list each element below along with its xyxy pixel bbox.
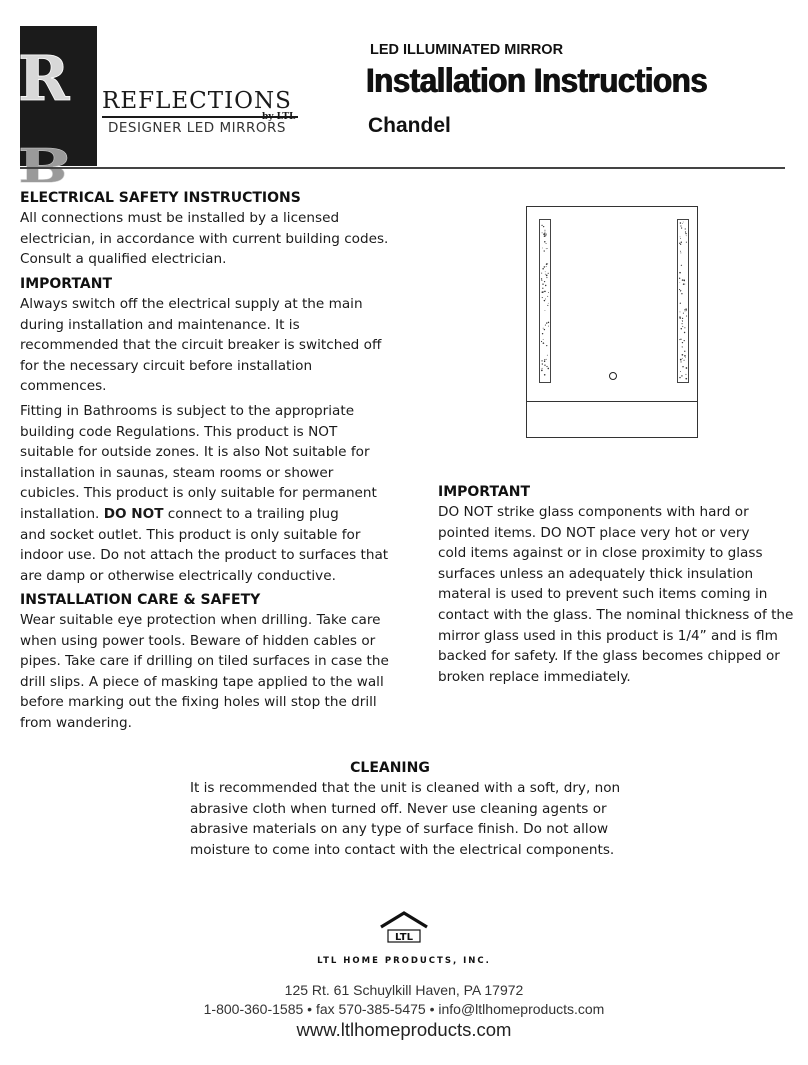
led-sparkle-dot — [545, 235, 546, 236]
text-line: abrasive materials on any type of surface finish. Do not allow — [190, 821, 609, 838]
text-line: materal is used to prevent such items coming in — [438, 586, 768, 603]
led-sparkle-pattern — [540, 220, 550, 382]
led-sparkle-dot — [542, 297, 543, 298]
led-sparkle-dot — [684, 351, 685, 352]
important-text-left — [20, 294, 381, 397]
led-sparkle-dot — [681, 227, 682, 228]
led-sparkle-dot — [682, 279, 683, 280]
led-sparkle-dot — [544, 329, 545, 330]
important-heading-right: IMPORTANT — [438, 484, 531, 500]
led-sparkle-dot — [542, 283, 543, 284]
led-sparkle-dot — [683, 283, 685, 285]
led-sparkle-dot — [541, 280, 542, 281]
text-line: Always switch off the electrical supply at the main — [20, 296, 363, 312]
led-sparkle-dot — [680, 225, 681, 226]
led-sparkle-dot — [680, 252, 681, 253]
led-sparkle-dot — [683, 313, 684, 314]
led-sparkle-dot — [546, 234, 547, 235]
led-sparkle-dot — [682, 321, 683, 322]
led-sparkle-dot — [543, 342, 545, 344]
led-sparkle-dot — [680, 339, 681, 340]
text-line: electrician, in accordance with current building codes. — [20, 230, 389, 247]
led-sparkle-dot — [543, 328, 544, 329]
led-sparkle-dot — [686, 367, 688, 369]
led-strip-left — [539, 219, 551, 383]
text-run: connect to a trailing plug — [163, 505, 339, 522]
led-sparkle-dot — [542, 291, 544, 293]
led-sparkle-dot — [681, 375, 682, 376]
led-sparkle-dot — [545, 299, 546, 300]
company-address: 125 Rt. 61 Schuylkill Haven, PA 17972 — [284, 982, 524, 998]
led-sparkle-dot — [546, 243, 547, 244]
led-sparkle-dot — [684, 309, 685, 310]
text-line: from wandering. — [20, 714, 132, 731]
led-sparkle-dot — [546, 263, 548, 265]
text-line: abrasive cloth when turned off. Never use cleaning agents or — [190, 800, 607, 817]
led-sparkle-dot — [680, 318, 681, 319]
text-line: DO NOT strike glass components with hard or — [438, 504, 749, 520]
brand-name — [102, 88, 292, 114]
led-sparkle-dot — [680, 238, 681, 239]
led-sparkle-dot — [680, 359, 682, 361]
header-divider — [20, 167, 785, 169]
led-sparkle-dot — [544, 300, 545, 301]
led-sparkle-dot — [684, 280, 685, 281]
led-sparkle-dot — [684, 327, 685, 328]
led-sparkle-dot — [545, 310, 546, 311]
cleaning-heading: CLEANING — [350, 760, 430, 776]
led-sparkle-dot — [546, 248, 547, 249]
electrical-safety-heading: ELECTRICAL SAFETY INSTRUCTIONS — [20, 190, 301, 206]
text-line: pointed items. DO NOT place very hot or very — [438, 524, 750, 541]
led-sparkle-dot — [679, 289, 680, 290]
led-sparkle-dot — [680, 222, 682, 224]
led-sparkle-dot — [546, 323, 547, 324]
led-sparkle-dot — [546, 366, 547, 367]
led-sparkle-dot — [682, 323, 683, 324]
ltl-logo-text: LTL — [395, 932, 413, 943]
installation-care-text — [20, 610, 389, 734]
text-line: and socket outlet. This product is only suitable for — [20, 526, 361, 543]
led-sparkle-dot — [685, 231, 686, 232]
led-sparkle-dot — [682, 354, 684, 356]
led-sparkle-pattern — [678, 220, 688, 382]
led-sparkle-dot — [682, 320, 683, 321]
text-line: for the necessary circuit before installation — [20, 357, 313, 374]
led-sparkle-dot — [682, 342, 683, 343]
led-sparkle-dot — [686, 315, 687, 316]
led-sparkle-dot — [541, 278, 542, 279]
text-line: are damp or otherwise electrically conductive. — [20, 567, 336, 584]
document-kicker: LED ILLUMINATED MIRROR — [370, 42, 564, 58]
led-sparkle-dot — [685, 374, 686, 375]
led-sparkle-dot — [547, 296, 548, 297]
brand-text: REFLECTIONS — [102, 88, 292, 114]
led-sparkle-dot — [547, 263, 548, 264]
led-sparkle-dot — [548, 368, 550, 370]
led-sparkle-dot — [541, 225, 542, 226]
led-sparkle-dot — [680, 244, 681, 245]
led-sparkle-dot — [685, 228, 686, 229]
led-sparkle-dot — [544, 361, 545, 362]
touch-sensor-icon — [609, 372, 617, 380]
led-sparkle-dot — [685, 378, 687, 380]
led-sparkle-dot — [680, 311, 681, 312]
led-sparkle-dot — [684, 332, 685, 333]
ltl-house-logo — [376, 910, 432, 946]
brand-tagline: DESIGNER LED MIRRORS — [108, 120, 286, 136]
led-sparkle-dot — [546, 359, 547, 360]
led-sparkle-dot — [682, 366, 683, 367]
document-title: Installation Instructions — [366, 62, 708, 100]
led-sparkle-dot — [684, 355, 686, 357]
led-sparkle-dot — [548, 273, 549, 274]
led-sparkle-dot — [679, 282, 680, 283]
text-line: Fitting in Bathrooms is subject to the appropriate — [20, 403, 355, 419]
text-line: It is recommended that the unit is cleaned with a soft, dry, non — [190, 780, 621, 796]
text-line: when using power tools. Beware of hidden cables or — [20, 632, 376, 649]
led-sparkle-dot — [544, 230, 545, 231]
led-sparkle-dot — [544, 232, 545, 233]
led-sparkle-dot — [681, 242, 682, 243]
led-sparkle-dot — [680, 361, 681, 362]
led-sparkle-dot — [544, 233, 546, 235]
company-name: LTL HOME PRODUCTS, INC. — [317, 956, 491, 966]
led-sparkle-dot — [546, 275, 548, 277]
led-sparkle-dot — [680, 251, 681, 252]
led-sparkle-dot — [544, 281, 545, 282]
led-sparkle-dot — [541, 273, 542, 274]
led-sparkle-dot — [541, 360, 542, 361]
led-sparkle-dot — [680, 303, 681, 304]
led-sparkle-dot — [680, 291, 681, 292]
led-sparkle-dot — [684, 360, 685, 361]
led-sparkle-dot — [547, 305, 548, 306]
led-sparkle-dot — [682, 358, 683, 359]
led-sparkle-dot — [685, 233, 686, 234]
led-sparkle-dot — [547, 248, 548, 249]
led-sparkle-dot — [685, 308, 687, 310]
text-line: broken replace immediately. — [438, 668, 631, 685]
led-sparkle-dot — [685, 284, 686, 285]
text-line: mirror glass used in this product is 1/4” and is flm — [438, 627, 778, 644]
led-sparkle-dot — [545, 285, 546, 286]
do-not-emphasis: DO NOT — [103, 505, 164, 522]
text-line: recommended that the circuit breaker is switched off — [20, 337, 382, 354]
bathrooms-text — [20, 401, 388, 586]
led-sparkle-dot — [684, 340, 685, 341]
led-sparkle-dot — [544, 374, 546, 376]
led-sparkle-dot — [542, 333, 543, 334]
text-line: All connections must be installed by a licensed — [20, 210, 340, 226]
led-sparkle-dot — [545, 271, 546, 272]
text-line: suitable for outside zones. It is also Not suitable for — [20, 444, 370, 461]
svg-text:B: B — [18, 136, 71, 192]
led-sparkle-dot — [542, 368, 543, 369]
text-line: drill slips. A piece of masking tape applied to the wall — [20, 673, 384, 690]
led-sparkle-dot — [544, 291, 545, 292]
led-sparkle-dot — [679, 377, 680, 378]
led-sparkle-dot — [680, 371, 681, 372]
text-line: Wear suitable eye protection when drilling. Take care — [20, 612, 381, 628]
led-sparkle-dot — [544, 266, 545, 267]
led-sparkle-dot — [679, 278, 680, 279]
led-sparkle-dot — [681, 265, 682, 266]
svg-text:R: R — [18, 42, 70, 115]
cleaning-text — [190, 778, 620, 860]
led-sparkle-dot — [544, 365, 545, 366]
mirror-illustration — [526, 206, 698, 438]
led-sparkle-dot — [543, 226, 544, 227]
led-sparkle-dot — [679, 339, 680, 340]
text-line: during installation and maintenance. It is — [20, 316, 300, 333]
company-contact: 1-800-360-1585 • fax 570-385-5475 • info@ltlhomeproducts.com — [203, 1001, 605, 1017]
text-line: contact with the glass. The nominal thickness of the — [438, 606, 794, 623]
mirror-bottom-panel — [527, 401, 697, 437]
led-sparkle-dot — [548, 303, 549, 304]
text-line: commences. — [20, 378, 107, 395]
led-sparkle-dot — [548, 326, 549, 327]
led-sparkle-dot — [547, 355, 548, 356]
led-strip-right — [677, 219, 689, 383]
led-sparkle-dot — [546, 345, 547, 346]
led-sparkle-dot — [542, 248, 543, 249]
text-line — [20, 504, 388, 525]
led-sparkle-dot — [683, 222, 684, 223]
led-sparkle-dot — [686, 235, 687, 236]
led-sparkle-dot — [541, 370, 543, 372]
led-sparkle-dot — [546, 266, 547, 267]
company-website: www.ltlhomeproducts.com — [296, 1019, 512, 1040]
led-sparkle-dot — [544, 235, 546, 237]
text-line: building code Regulations. This product is NOT — [20, 423, 338, 440]
text-line: indoor use. Do not attach the product to surfaces that — [20, 547, 389, 564]
text-line: pipes. Take care if drilling on tiled surfaces in case the — [20, 653, 389, 670]
led-sparkle-dot — [548, 292, 549, 293]
electrical-safety-text — [20, 208, 388, 270]
led-sparkle-dot — [686, 310, 687, 311]
text-line: cubicles. This product is only suitable for permanent — [20, 485, 377, 502]
led-sparkle-dot — [682, 347, 683, 348]
text-line: installation in saunas, steam rooms or shower — [20, 464, 334, 481]
text-line: backed for safety. If the glass becomes chipped or — [438, 648, 780, 665]
led-sparkle-dot — [545, 325, 546, 326]
led-sparkle-dot — [686, 242, 687, 243]
led-sparkle-dot — [544, 250, 545, 251]
led-sparkle-dot — [545, 274, 546, 275]
led-sparkle-dot — [679, 243, 680, 244]
led-sparkle-dot — [682, 318, 683, 319]
installation-care-heading: INSTALLATION CARE & SAFETY — [20, 592, 261, 608]
led-sparkle-dot — [685, 311, 686, 312]
led-sparkle-dot — [685, 357, 686, 358]
text-line: before marking out the fixing holes will stop the drill — [20, 694, 377, 711]
led-sparkle-dot — [680, 237, 681, 238]
led-sparkle-dot — [681, 328, 682, 329]
led-sparkle-dot — [542, 268, 544, 270]
led-sparkle-dot — [544, 241, 546, 243]
text-line: moisture to come into contact with the electrical components. — [190, 841, 615, 858]
text-run: installation. — [20, 505, 104, 522]
led-sparkle-dot — [682, 223, 683, 224]
led-sparkle-dot — [542, 288, 543, 289]
led-sparkle-dot — [541, 341, 542, 342]
led-sparkle-dot — [679, 272, 681, 274]
text-line: surfaces unless an adequately thick insulation — [438, 565, 754, 582]
important-text-right — [438, 502, 793, 687]
led-sparkle-dot — [542, 232, 543, 233]
led-sparkle-dot — [682, 326, 683, 327]
text-line: Consult a qualified electrician. — [20, 251, 227, 268]
important-heading-left: IMPORTANT — [20, 276, 113, 292]
led-sparkle-dot — [681, 293, 682, 294]
led-sparkle-dot — [546, 277, 547, 278]
led-sparkle-dot — [542, 363, 543, 364]
product-name: Chandel — [368, 114, 451, 137]
brand-byline: by LTL — [262, 112, 296, 122]
led-sparkle-dot — [544, 359, 545, 360]
text-line: cold items against or in close proximity to glass — [438, 545, 763, 562]
led-sparkle-dot — [548, 322, 550, 324]
led-sparkle-dot — [543, 339, 544, 340]
